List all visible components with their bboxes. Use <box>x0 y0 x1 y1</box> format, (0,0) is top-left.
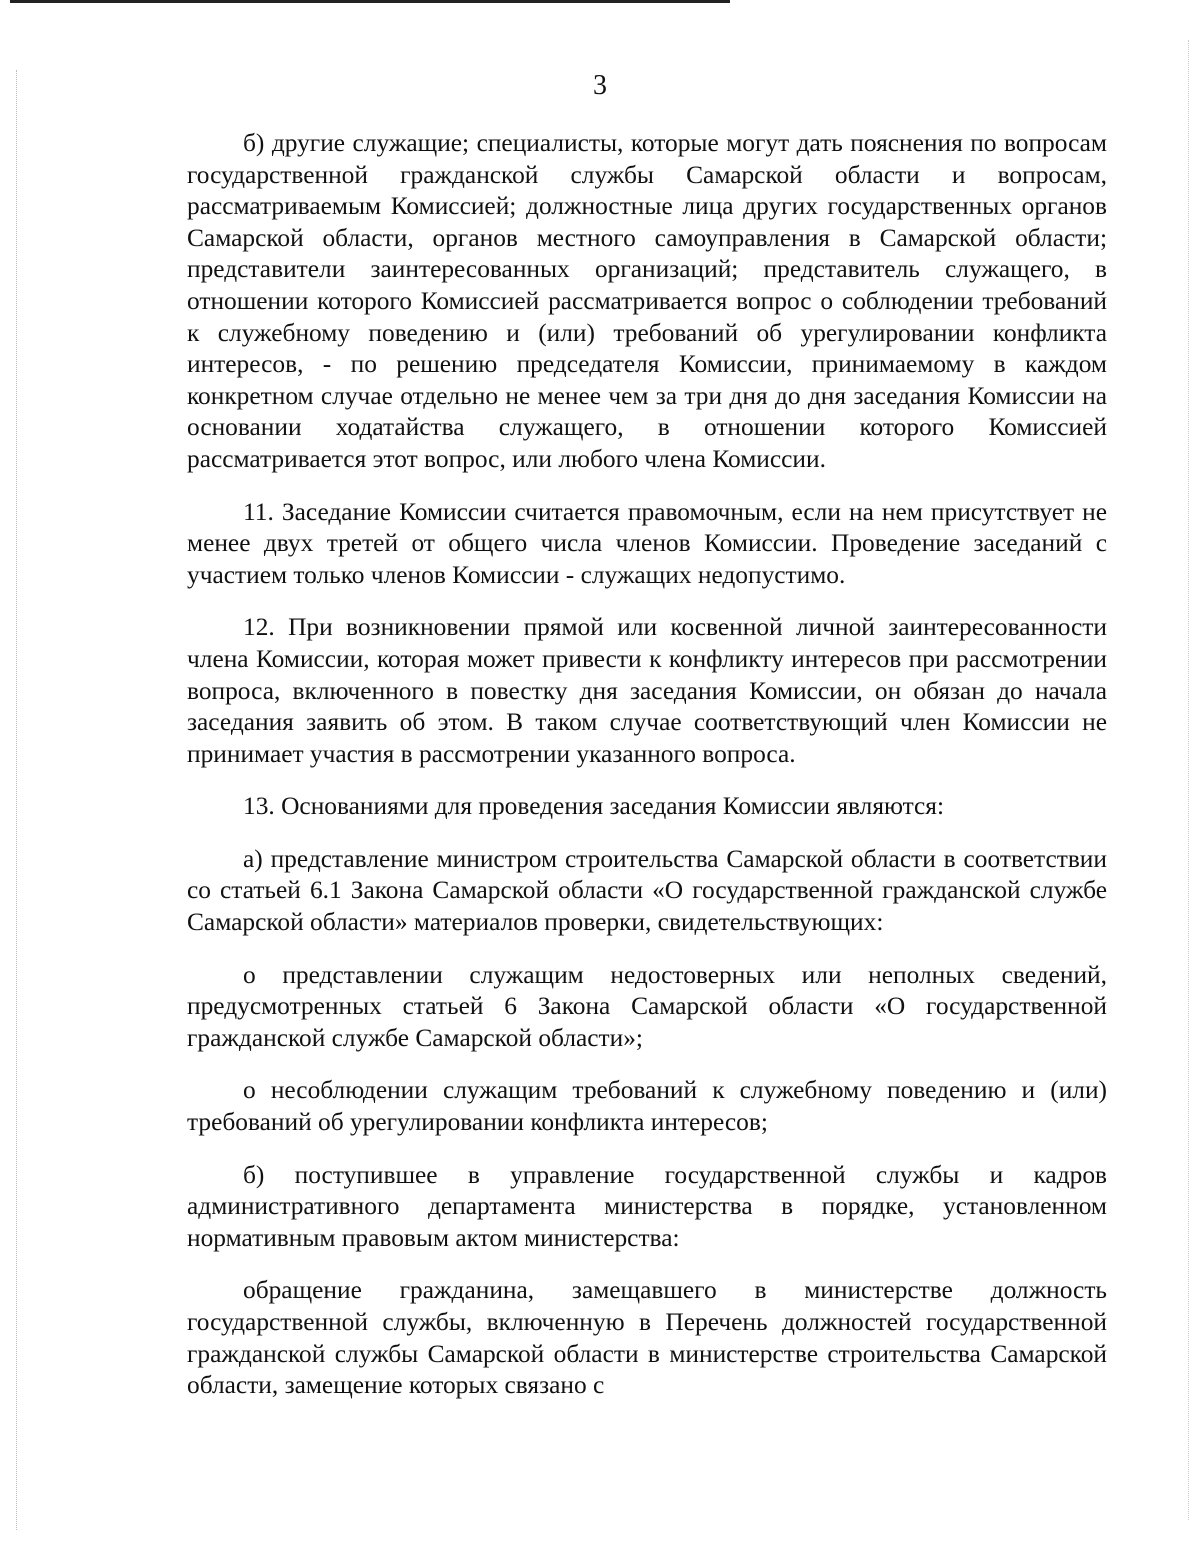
paragraph-13a-submission: а) представление министром строительства Самарской области в соответствии со статьей 6.1 Закона Самарской области «О государственной гражданской службе Самарской области» материалов проверки, свидетельствующих: <box>187 844 1107 937</box>
page-number: 3 <box>593 70 607 101</box>
scan-edge-top <box>10 0 730 3</box>
paragraph-11-quorum: 11. Заседание Комиссии считается правомочным, если на нем присутствует не менее двух третей от общего числа членов Комиссии. Проведение заседаний с участием только членов Комиссии - служащих недопустимо. <box>187 497 1107 589</box>
document-body <box>187 128 1107 1402</box>
paragraph-13a-inaccurate-info: о представлении служащим недостоверных или неполных сведений, предусмотренных статьей 6 Закона Самарской области «О государственной гражданской службе Самарской области»; <box>187 960 1107 1052</box>
paragraph-12-conflict: 12. При возникновении прямой или косвенной личной заинтересованности члена Комиссии, которая может привести к конфликту интересов при рассмотрении вопроса, включенного в повестку дня заседания Комиссии, он обязан до начала заседания заявить об этом. В таком случае соответствующий член Комиссии не принимает участия в рассмотрении указанного вопроса. <box>187 613 1107 768</box>
paragraph-13-grounds: 13. Основаниями для проведения заседания Комиссии являются: <box>243 792 945 821</box>
paragraph-13b-received: б) поступившее в управление государственной службы и кадров административного департамента министерства в порядке, установленном нормативным правовым актом министерства: <box>187 1160 1107 1252</box>
paragraph-b-participants: б) другие служащие; специалисты, которые могут дать пояснения по вопросам государственной гражданской службы Самарской области и вопросам, рассматриваемым Комиссией; должностные лица других государственных органов Самарской области, органов местного самоуправления в Самарской области; представители заинтересованных организаций; представитель служащего, в отношении которого Комиссией рассматривается вопрос о соблюдении требований к служебному поведению и (или) требований об урегулировании конфликта интересов, - по решению председателя Комиссии, принимаемому в каждом конкретном случае отдельно не менее чем за три дня до дня заседания Комиссии на основании ходатайства служащего, в отношении которого Комиссией рассматривается этот вопрос, или любого члена Комиссии. <box>187 129 1107 473</box>
paragraph-13b-citizen-appeal: обращение гражданина, замещавшего в министерстве должность государственной службы, включенную в Перечень должностей государственной гражданской службы Самарской области в министерстве строительства Самарской области, замещение которых связано с <box>187 1276 1107 1400</box>
scan-margin-right <box>1188 40 1190 1520</box>
paragraph-13a-noncompliance: о несоблюдении служащим требований к служебному поведению и (или) требований об урегулировании конфликта интересов; <box>187 1076 1107 1137</box>
scan-margin-left <box>16 70 18 1530</box>
